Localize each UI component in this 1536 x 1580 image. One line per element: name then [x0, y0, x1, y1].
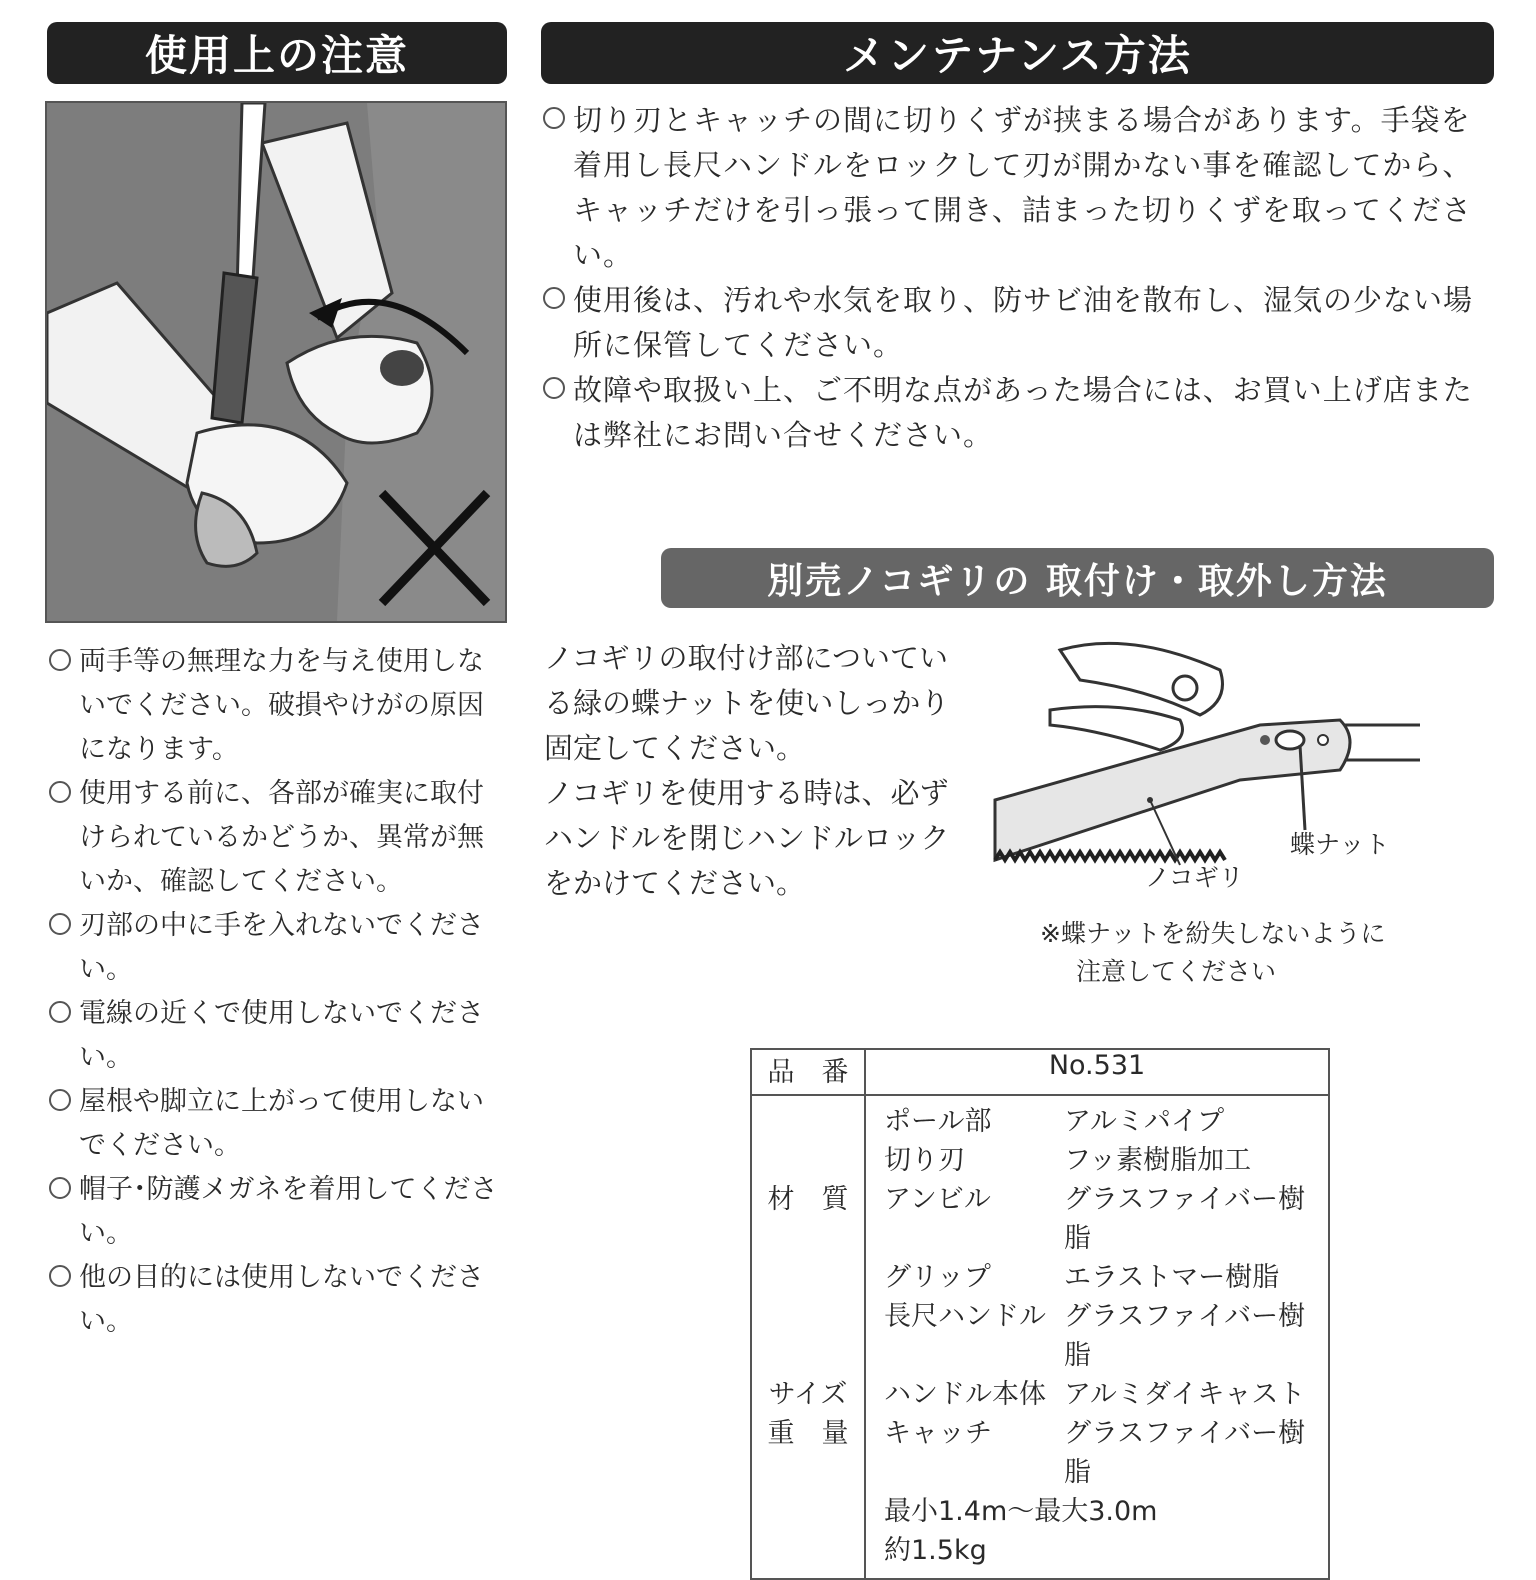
- list-item: 使用する前に、各部が確実に取付けられているかどうか、異常が無いか、確認してください。: [47, 772, 509, 904]
- maintenance-section-title: メンテナンス方法: [541, 22, 1494, 84]
- usage-notes-list: [47, 640, 509, 1344]
- list-item: 使用後は、汚れや水気を取り、防サビ油を散布し、湿気の少ない場所に保管してください。: [541, 278, 1496, 368]
- material-row: [866, 1258, 1328, 1297]
- material-part: ハンドル本体: [884, 1379, 1046, 1410]
- material-value: グラスファイバー樹脂: [1064, 1418, 1306, 1488]
- material-row: [866, 1375, 1328, 1414]
- twisting-hands-icon: [47, 103, 505, 621]
- size-row: [866, 1492, 1328, 1531]
- maintenance-notes-list: [541, 98, 1496, 458]
- weight-row: [866, 1531, 1328, 1570]
- nut-label: 蝶ナット: [1290, 830, 1390, 859]
- material-row: [866, 1414, 1328, 1492]
- model-label: 品 番: [751, 1049, 865, 1095]
- material-row: [866, 1102, 1328, 1141]
- weight-label: 重 量: [767, 1418, 849, 1449]
- model-value: No.531: [865, 1049, 1329, 1095]
- list-item: 両手等の無理な力を与え使用しないでください。破損やけがの原因になります。: [47, 640, 509, 772]
- material-part: アンビル: [884, 1184, 991, 1215]
- material-part: ポール部: [884, 1106, 992, 1137]
- usage-section-title: 使用上の注意: [47, 22, 507, 84]
- spec-labels: [752, 1102, 864, 1453]
- saw-note-line: 注意してください: [1076, 957, 1277, 986]
- material-part: キャッチ: [884, 1418, 992, 1449]
- material-value: グラスファイバー樹脂: [1064, 1301, 1306, 1371]
- size-value: 最小1.4m～最大3.0m: [884, 1496, 1158, 1527]
- list-item: 帽子･防護メガネを着用してください。: [47, 1168, 509, 1256]
- size-label: サイズ: [768, 1379, 848, 1410]
- material-value: エラストマー樹脂: [1064, 1262, 1280, 1293]
- list-item: 故障や取扱い上、ご不明な点があった場合には、お買い上げ店または弊社にお問い合せください。: [541, 368, 1496, 458]
- material-row: [866, 1297, 1328, 1375]
- saw-section-title: 別売ノコギリの 取付け・取外し方法: [661, 548, 1494, 608]
- table-row: [751, 1049, 1329, 1095]
- saw-instruction-paragraph: ノコギリの取付け部についている緑の蝶ナットを使いしっかり固定してください。: [544, 641, 950, 765]
- spec-table: [750, 1048, 1330, 1580]
- material-row: [866, 1141, 1328, 1180]
- material-value: フッ素樹脂加工: [1064, 1145, 1252, 1176]
- list-item: 刃部の中に手を入れないでください。: [47, 904, 509, 992]
- saw-note: [1040, 915, 1385, 991]
- list-item: 他の目的には使用しないでください。: [47, 1256, 509, 1344]
- material-label: 材 質: [767, 1184, 849, 1215]
- list-item: 電線の近くで使用しないでください。: [47, 992, 509, 1080]
- weight-value: 約1.5kg: [884, 1535, 987, 1566]
- saw-note-line: ※蝶ナットを紛失しないように: [1040, 919, 1386, 948]
- material-part: グリップ: [884, 1262, 991, 1293]
- list-item: 切り刃とキャッチの間に切りくずが挟まる場合があります。手袋を着用し長尺ハンドルをロックして刃が開かない事を確認してから、キャッチだけを引っ張って開き、詰まった切りくずを取ってください。: [541, 98, 1496, 278]
- prohibited-usage-illustration: [45, 101, 507, 623]
- material-value: グラスファイバー樹脂: [1064, 1184, 1306, 1254]
- material-part: 長尺ハンドル: [884, 1301, 1046, 1332]
- saw-instructions: [544, 636, 974, 906]
- material-value: アルミパイプ: [1064, 1106, 1225, 1137]
- material-value: アルミダイキャスト: [1064, 1379, 1306, 1410]
- table-row: [751, 1095, 1329, 1579]
- list-item: 屋根や脚立に上がって使用しないでください。: [47, 1080, 509, 1168]
- material-row: [866, 1180, 1328, 1258]
- saw-instruction-paragraph: ノコギリを使用する時は、必ずハンドルを閉じハンドルロックをかけてください。: [544, 776, 950, 900]
- saw-attachment-diagram: [990, 630, 1430, 890]
- saw-label: ノコギリ: [1145, 863, 1244, 892]
- material-part: 切り刃: [884, 1145, 965, 1176]
